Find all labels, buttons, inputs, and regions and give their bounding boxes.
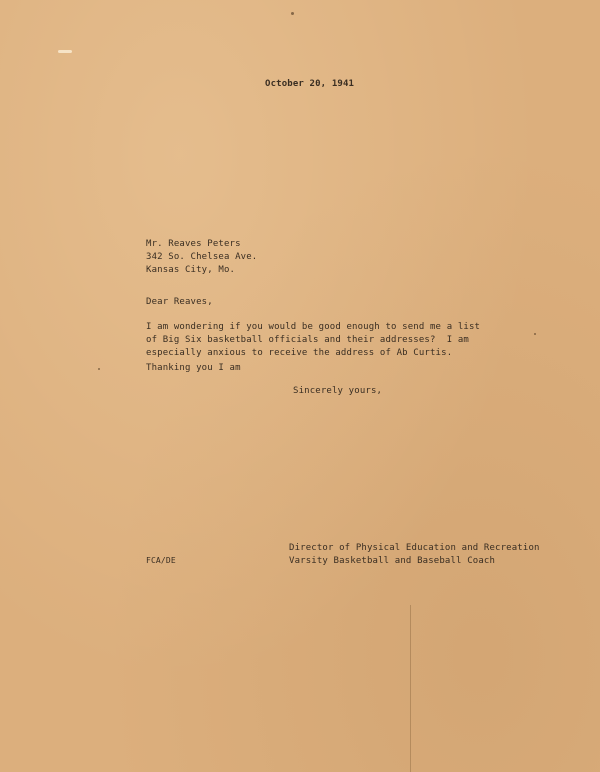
signature-title: Varsity Basketball and Baseball Coach: [289, 556, 496, 566]
body-line: of Big Six basketball officials and their addresses? I am: [146, 335, 469, 345]
paper-speck: [534, 333, 536, 335]
letter-date: October 20, 1941: [265, 79, 355, 89]
recipient-name: Mr. Reaves Peters: [146, 239, 241, 249]
paper-fold-crease: [410, 605, 411, 772]
salutation: Dear Reaves,: [146, 297, 213, 307]
closing: Sincerely yours,: [293, 386, 383, 396]
paper-speck: [98, 368, 100, 370]
thanks-line: Thanking you I am: [146, 363, 241, 373]
body-line: I am wondering if you would be good enough to send me a list: [146, 322, 481, 332]
body-line: especially anxious to receive the address of Ab Curtis.: [146, 348, 453, 358]
signature-title: Director of Physical Education and Recreation: [289, 543, 540, 553]
recipient-street: 342 So. Chelsea Ave.: [146, 252, 258, 262]
typist-initials: FCA/DE: [146, 556, 176, 565]
paper-speck: [291, 12, 294, 15]
recipient-city: Kansas City, Mo.: [146, 265, 236, 275]
paper-mark: [58, 50, 72, 53]
